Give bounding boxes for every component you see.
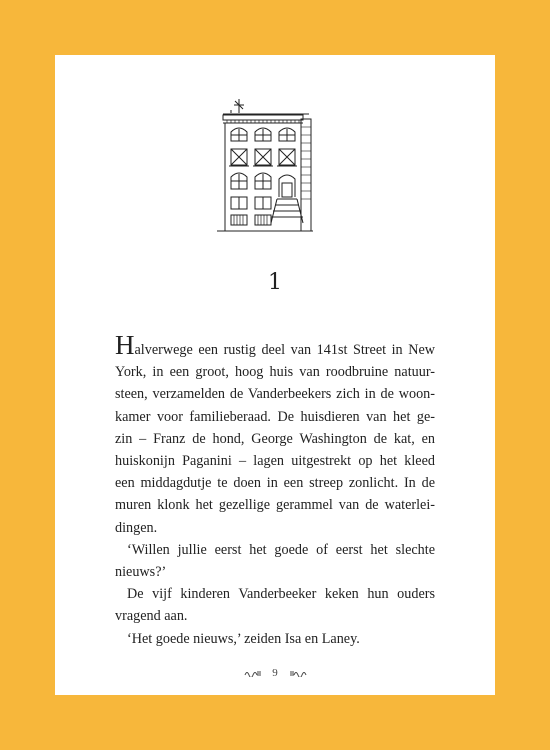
paragraph-2	[115, 539, 435, 583]
book-page	[55, 55, 495, 695]
chapter-body-text	[115, 330, 435, 650]
chapter-number: 1	[268, 270, 282, 295]
text-line: ‘Willen jullie eerst het goede of eerst het slechte	[127, 541, 435, 558]
text-line: De vijf kinderen Vanderbeeker keken hun ouders	[127, 586, 435, 603]
text-line: nieuws?’	[115, 564, 167, 581]
text-line: steen, verzamelden de Vanderbeekers zich in de woon-	[115, 386, 435, 403]
paragraph-1	[115, 330, 435, 539]
text-line: kamer voor familieberaad. De huisdieren van het ge-	[115, 408, 435, 425]
text-line: dingen.	[115, 519, 158, 536]
page-number: 9	[272, 667, 278, 680]
text-line: York, in een groot, hoog huis van roodbruine natuur-	[115, 364, 435, 381]
brownstone-building-illustration	[217, 97, 313, 247]
squiggle-ornament-icon	[244, 669, 262, 677]
text-line: huiskonijn Paganini – lagen uitgestrekt op het kleed	[115, 453, 435, 470]
text-line: zin – Franz de hond, George Washington de kat, en	[115, 430, 435, 447]
text-line: ‘Het goede nieuws,’ zeiden Isa en Laney.	[127, 630, 360, 647]
text-line: vragend aan.	[115, 608, 188, 625]
page-footer	[55, 667, 495, 679]
text-line: een middagdutje te doen in een streep zonlicht. In de	[115, 475, 435, 492]
squiggle-ornament-icon	[289, 669, 307, 677]
text-line: muren klonk het gezellige gerammel van de waterlei-	[115, 497, 435, 514]
drop-cap: H	[115, 330, 135, 360]
paragraph-4	[115, 628, 435, 650]
text-line: Halverwege een rustig deel van 141st Street in New	[115, 330, 435, 360]
paragraph-3	[115, 583, 435, 627]
